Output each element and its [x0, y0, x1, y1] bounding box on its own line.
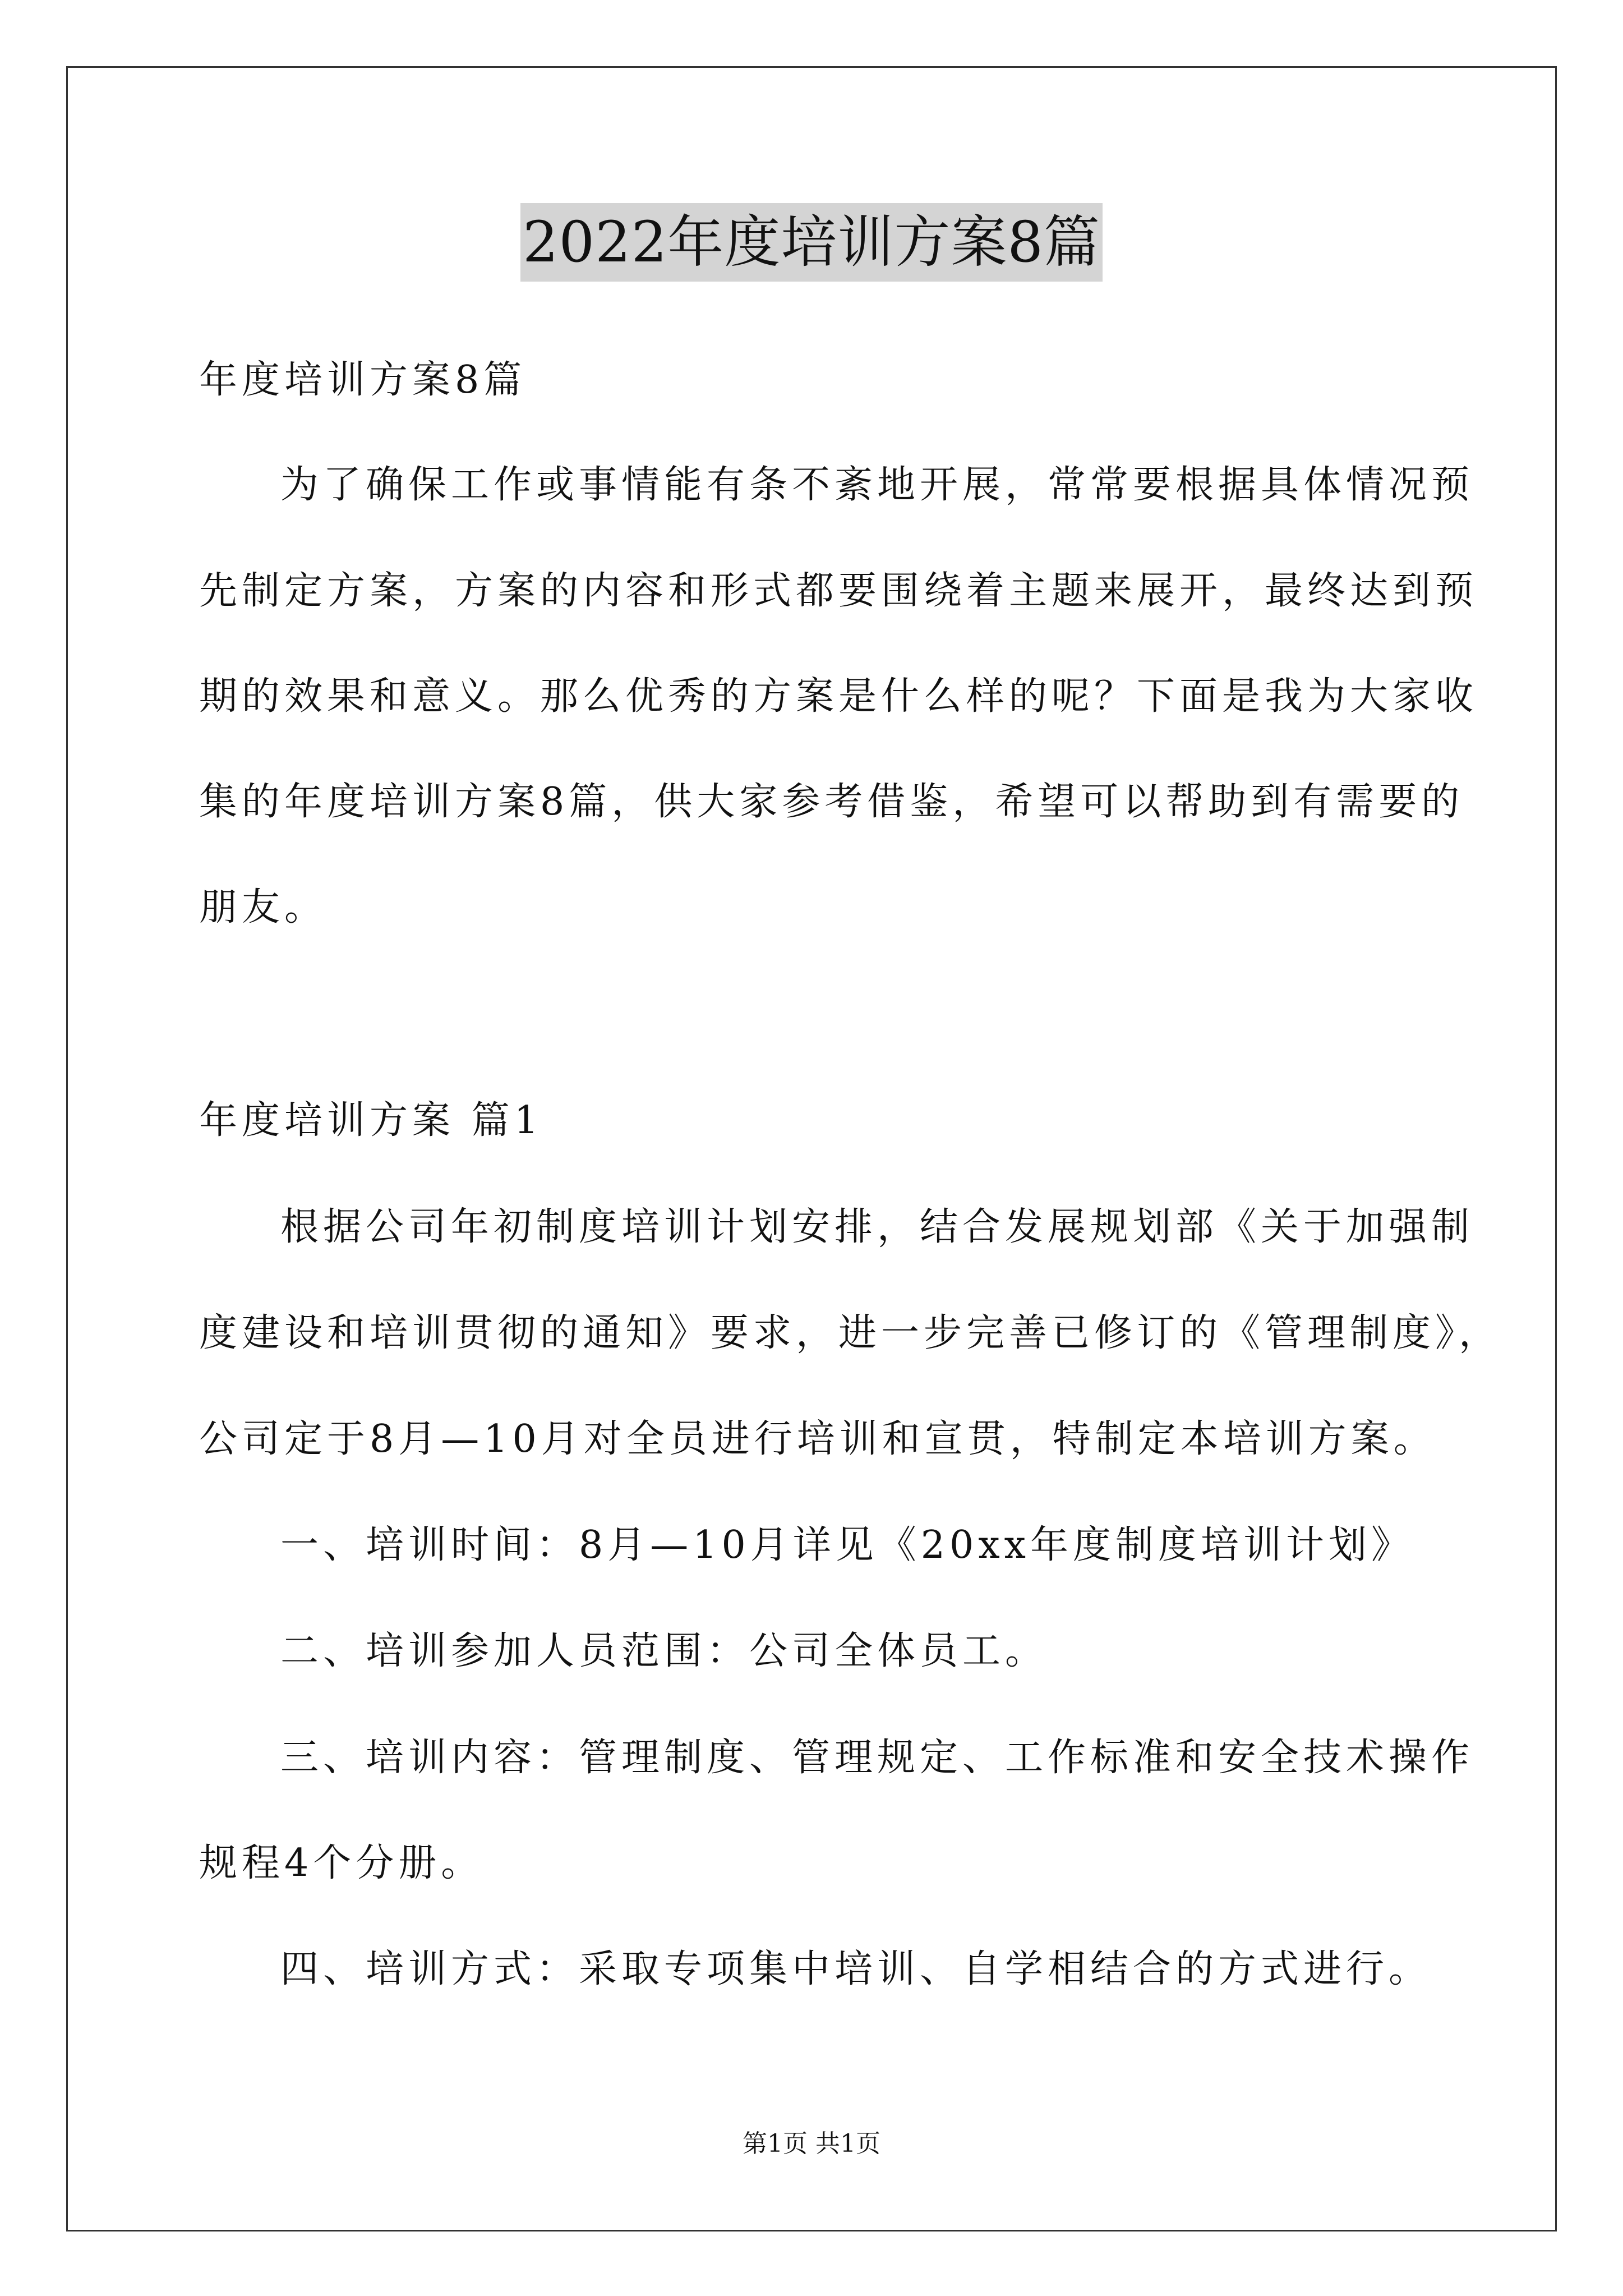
- intro-line: 为了确保工作或事情能有条不紊地开展，常常要根据具体情况预: [280, 463, 1474, 507]
- section-line: 度建设和培训贯彻的通知》要求，进一步完善已修订的《管理制度》，: [199, 1311, 1502, 1355]
- page-number-footer: 第1页 共1页: [743, 2129, 880, 2158]
- section-heading: 年度培训方案 篇1: [199, 1098, 543, 1143]
- section-line: 根据公司年初制度培训计划安排，结合发展规划部《关于加强制: [280, 1205, 1474, 1249]
- title-container: [0, 203, 1623, 282]
- section-line: 一、培训时间：8月—10月详见《20xx年度制度培训计划》: [280, 1523, 1414, 1567]
- document-subtitle: 年度培训方案8篇: [199, 358, 527, 402]
- section-line: 三、培训内容：管理制度、管理规定、工作标准和安全技术操作: [280, 1736, 1474, 1780]
- intro-line: 期的效果和意义。那么优秀的方案是什么样的呢？下面是我为大家收: [199, 674, 1478, 719]
- section-line: 规程4个分册。: [199, 1841, 484, 1885]
- section-line: 二、培训参加人员范围：公司全体员工。: [280, 1629, 1048, 1673]
- intro-line: 朋友。: [199, 885, 328, 930]
- intro-line: 先制定方案，方案的内容和形式都要围绕着主题来展开，最终达到预: [199, 569, 1478, 613]
- section-line: 公司定于8月—10月对全员进行培训和宣贯，特制定本培训方案。: [199, 1417, 1436, 1461]
- intro-line: 集的年度培训方案8篇，供大家参考借鉴，希望可以帮助到有需要的: [199, 780, 1464, 824]
- section-line: 四、培训方式：采取专项集中培训、自学相结合的方式进行。: [280, 1947, 1432, 1991]
- document-title: 2022年度培训方案8篇: [520, 203, 1103, 282]
